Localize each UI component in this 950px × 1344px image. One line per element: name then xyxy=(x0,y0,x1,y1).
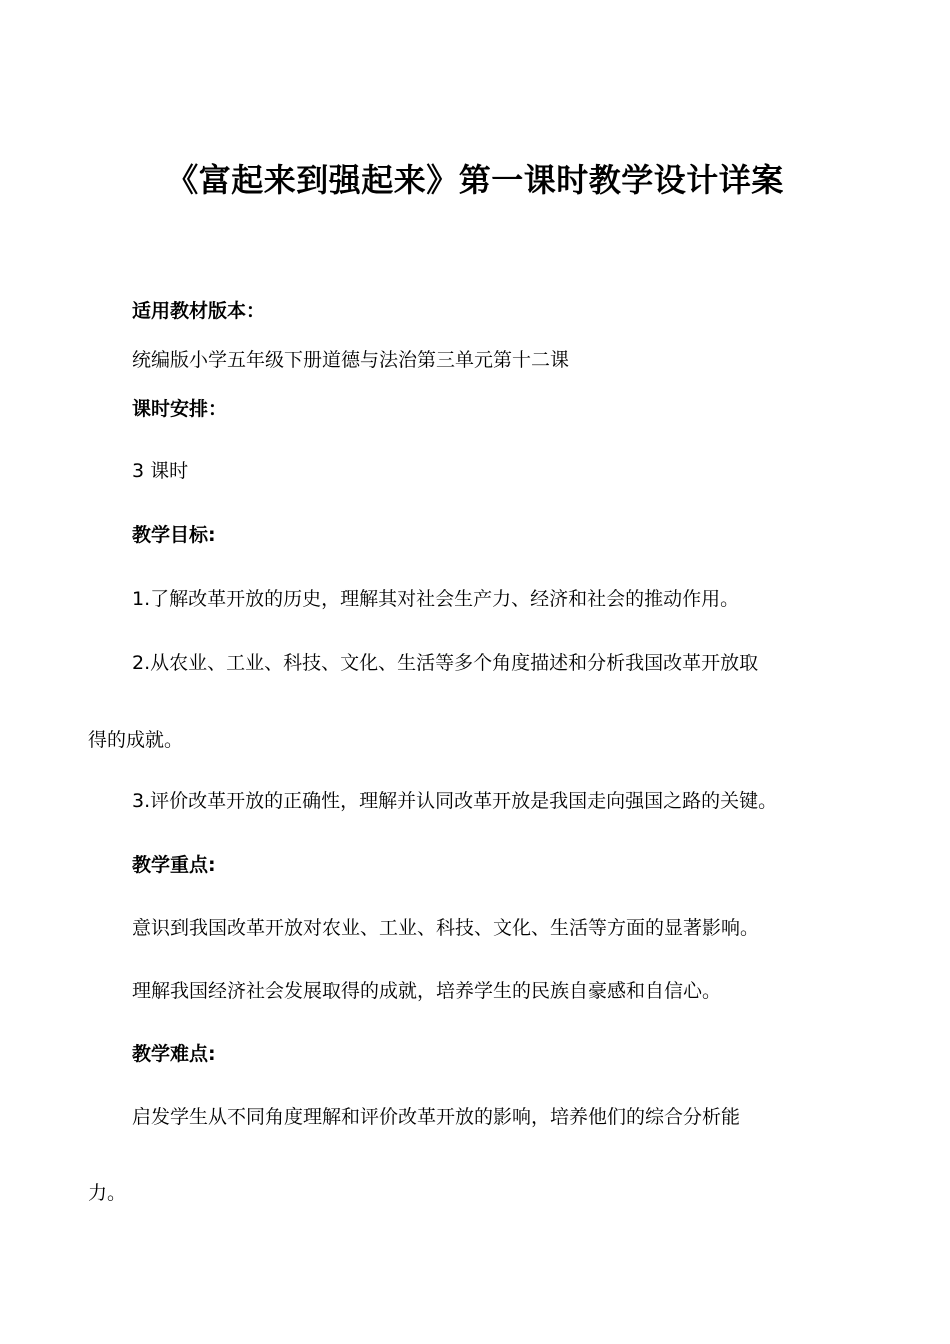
difficulty-text: 启发学生从不同角度理解和评价改革开放的影响，培养他们的综合分析能 xyxy=(132,1106,741,1128)
objective-2-continuation: 得的成就。 xyxy=(88,729,184,751)
objective-3: 3.评价改革开放的正确性，理解并认同改革开放是我国走向强国之路的关键。 xyxy=(132,790,778,812)
difficulty-text-continuation: 力。 xyxy=(88,1182,127,1204)
key-points-heading: 教学重点: xyxy=(132,854,216,876)
textbook-version-text: 统编版小学五年级下册道德与法治第三单元第十二课 xyxy=(132,349,570,371)
objective-1: 1.了解改革开放的历史，理解其对社会生产力、经济和社会的推动作用。 xyxy=(132,588,740,610)
schedule-text: 3 课时 xyxy=(132,460,189,482)
schedule-heading: 课时安排： xyxy=(132,398,228,420)
key-point-1: 意识到我国改革开放对农业、工业、科技、文化、生活等方面的显著影响。 xyxy=(132,917,760,939)
key-point-2: 理解我国经济社会发展取得的成就，培养学生的民族自豪感和自信心。 xyxy=(132,980,722,1002)
objectives-heading: 教学目标: xyxy=(132,524,216,546)
objective-2: 2.从农业、工业、科技、文化、生活等多个角度描述和分析我国改革开放取 xyxy=(132,652,759,674)
difficulties-heading: 教学难点: xyxy=(132,1043,216,1065)
textbook-version-heading: 适用教材版本： xyxy=(132,300,266,322)
document-title: 《富起来到强起来》第一课时教学设计详案 xyxy=(166,161,784,199)
